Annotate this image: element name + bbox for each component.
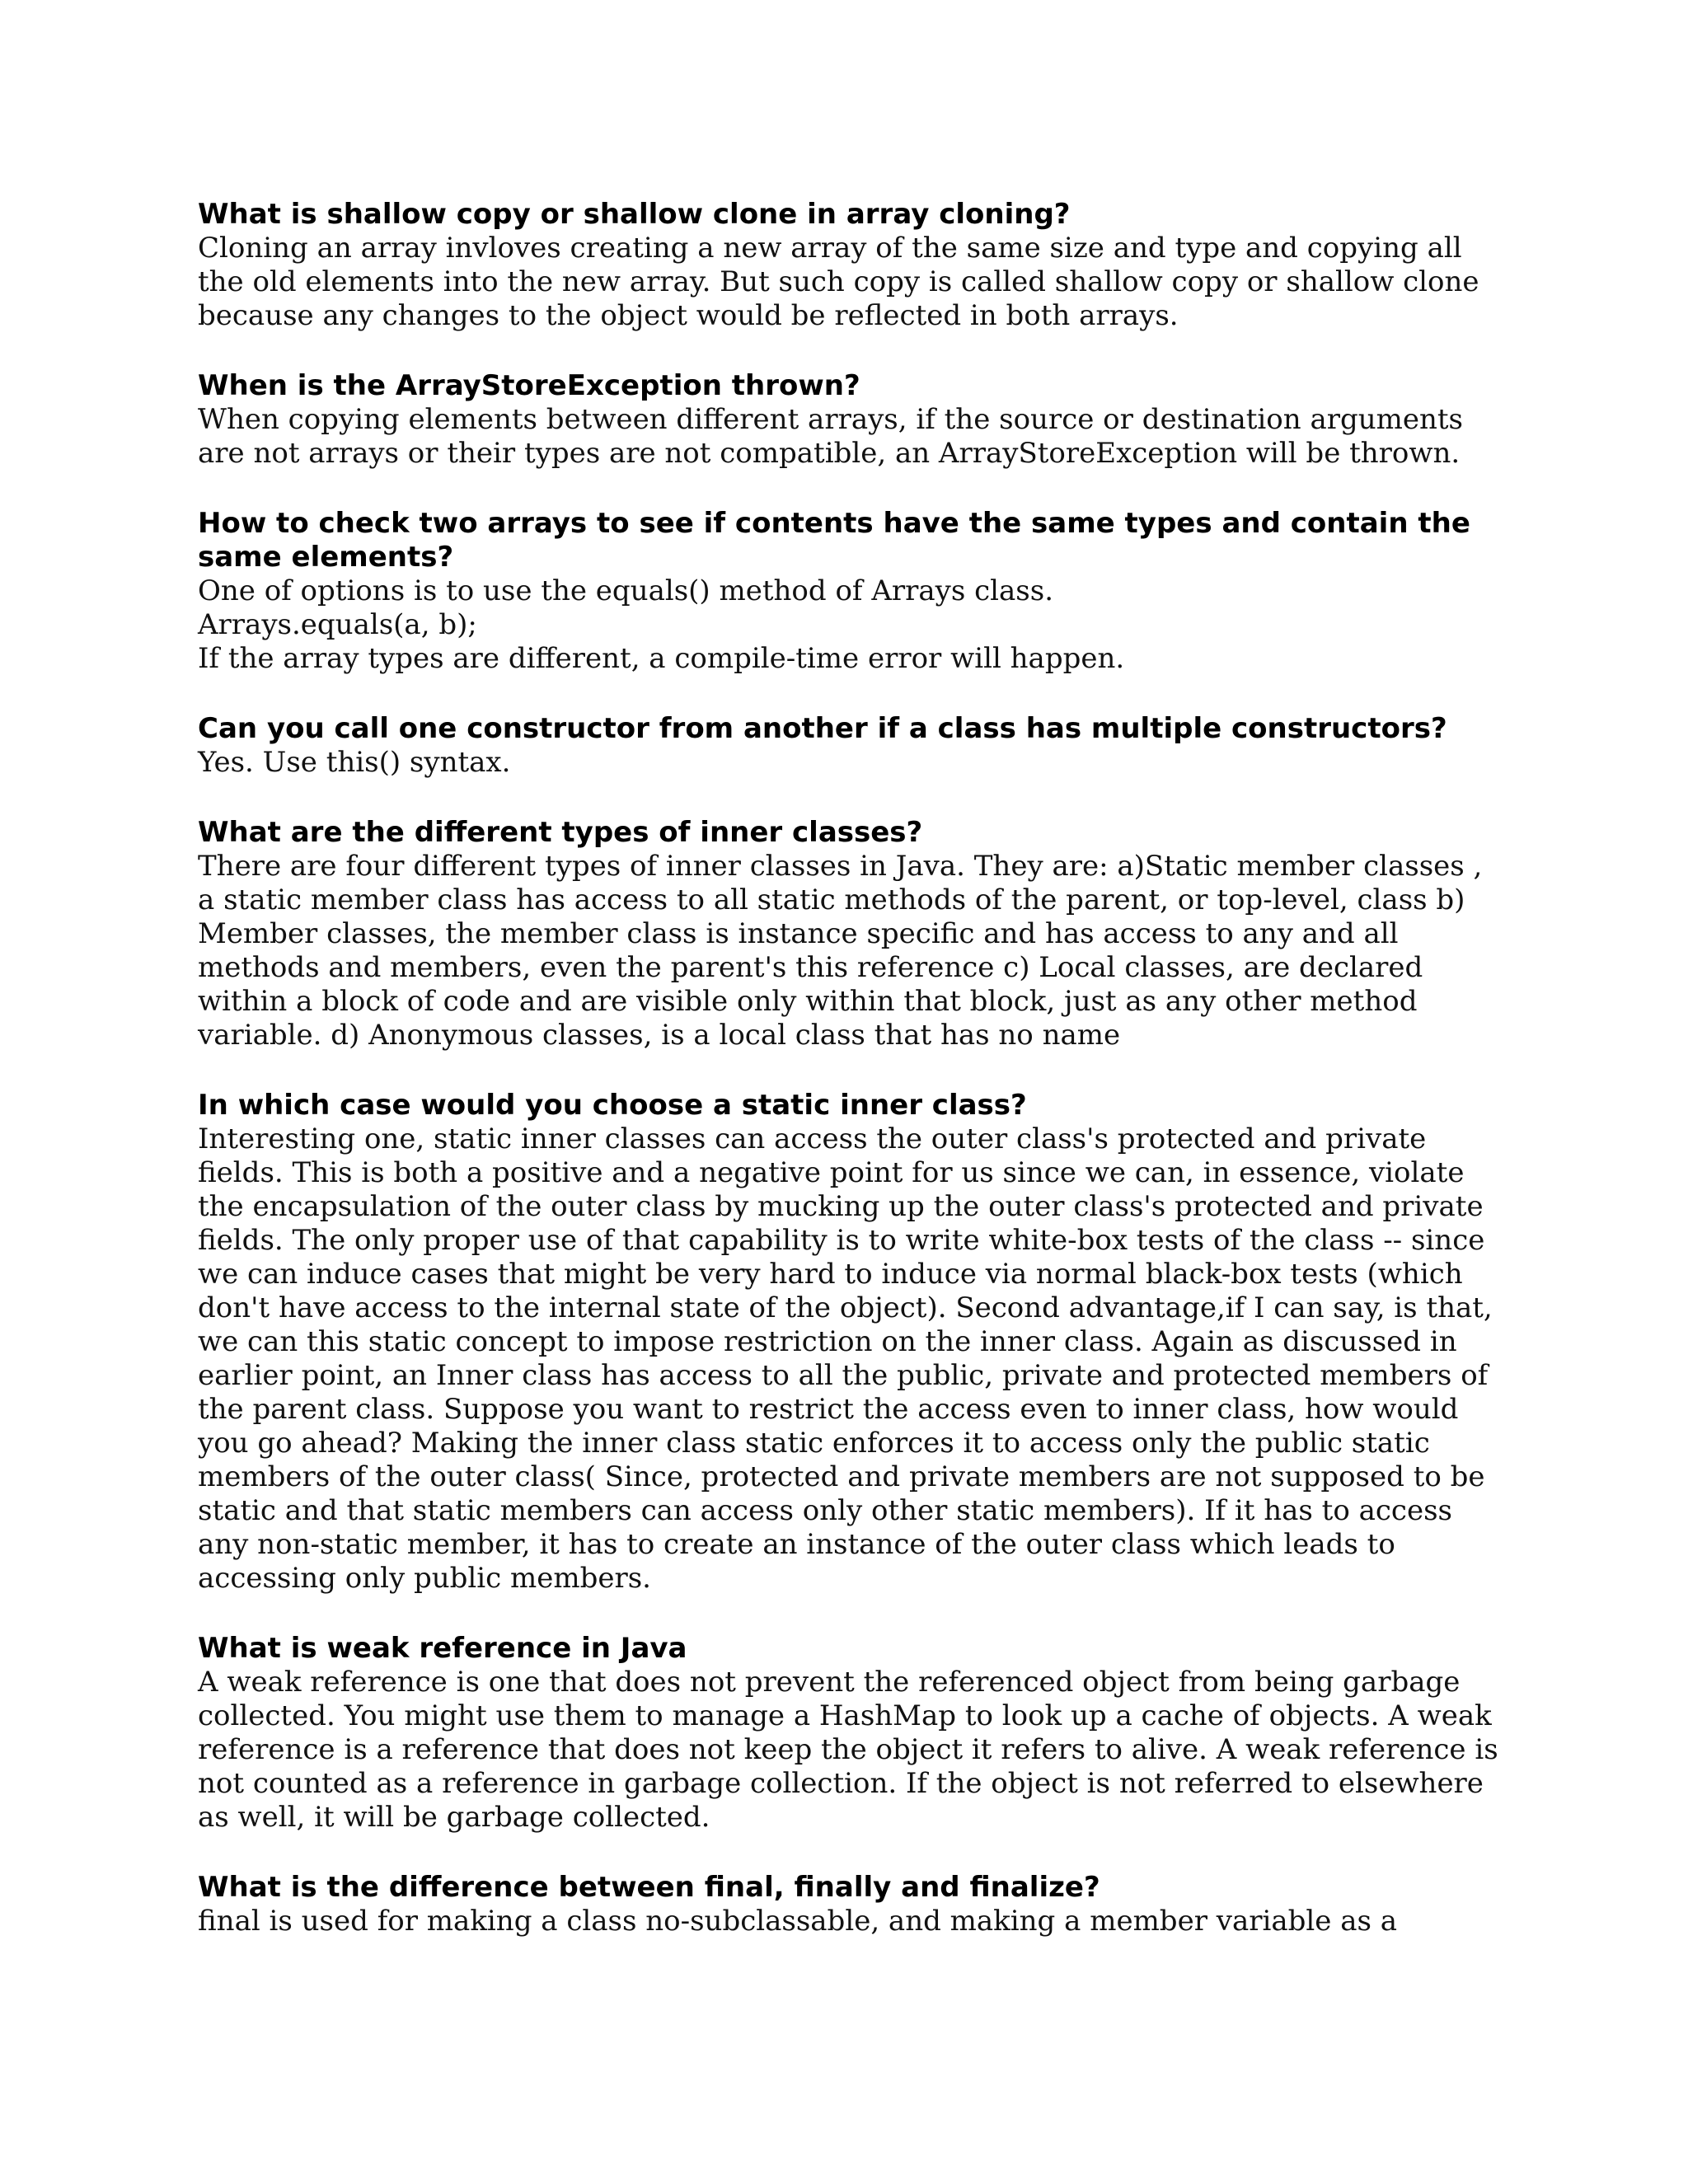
answer-line: accessing only public members. — [198, 1562, 651, 1595]
answer-paragraph — [198, 1122, 1500, 1596]
answer-paragraph — [198, 850, 1500, 1052]
qa-constructor-chaining — [198, 712, 1500, 780]
answer-line: static and that static members can access only other static members). If it has to access — [198, 1494, 1452, 1527]
answer-line: because any changes to the object would be reflected in both arrays. — [198, 299, 1179, 332]
qa-shallow-copy — [198, 198, 1500, 333]
answer-line: collected. You might use them to manage a HashMap to look up a cache of objects. A weak — [198, 1699, 1492, 1732]
answer-line: are not arrays or their types are not compatible, an ArrayStoreException will be thrown. — [198, 437, 1461, 470]
answer-line: final is used for making a class no-subclassable, and making a member variable as a — [198, 1905, 1397, 1938]
question-heading: What is shallow copy or shallow clone in array cloning? — [198, 198, 1071, 231]
question-line: How to check two arrays to see if contents have the same types and contain the — [198, 507, 1470, 540]
answer-paragraph — [198, 1905, 1500, 1938]
answer-line: Cloning an array invloves creating a new array of the same size and type and copying all — [198, 232, 1462, 265]
answer-line: Interesting one, static inner classes can access the outer class's protected and private — [198, 1122, 1427, 1155]
answer-line: Yes. Use this() syntax. — [198, 746, 511, 779]
question-line: same elements? — [198, 541, 454, 574]
answer-line: the parent class. Suppose you want to restrict the access even to inner class, how would — [198, 1393, 1459, 1426]
answer-line: we can induce cases that might be very hard to induce via normal black-box tests (which — [198, 1258, 1463, 1291]
answer-line: a static member class has access to all static methods of the parent, or top-level, class b) — [198, 883, 1465, 916]
qa-inner-class-types — [198, 816, 1500, 1052]
answer-line: There are four different types of inner classes in Java. They are: a)Static member classes , — [198, 850, 1483, 883]
question-heading: In which case would you choose a static inner class? — [198, 1089, 1027, 1122]
answer-line: as well, it will be garbage collected. — [198, 1801, 710, 1834]
answer-line: the encapsulation of the outer class by mucking up the outer class's protected and private — [198, 1190, 1484, 1223]
question-heading: What is weak reference in Java — [198, 1632, 687, 1665]
answer-paragraph — [198, 746, 1500, 780]
answer-line: variable. d) Anonymous classes, is a local class that has no name — [198, 1019, 1121, 1052]
answer-line: any non-static member, it has to create an instance of the outer class which leads to — [198, 1528, 1395, 1561]
qa-weak-reference — [198, 1632, 1500, 1835]
answer-line: Arrays.equals(a, b); — [198, 608, 477, 641]
qa-final-finally-finalize — [198, 1871, 1500, 1938]
question-heading: What is the difference between final, finally and finalize? — [198, 1871, 1100, 1904]
document-page — [198, 198, 1500, 1975]
answer-line: One of options is to use the equals() method of Arrays class. — [198, 574, 1054, 607]
answer-line: we can this static concept to impose restriction on the inner class. Again as discussed in — [198, 1325, 1457, 1358]
answer-line: fields. The only proper use of that capability is to write white-box tests of the class -- since — [198, 1224, 1485, 1257]
answer-line: not counted as a reference in garbage collection. If the object is not referred to elsewhere — [198, 1767, 1484, 1800]
answer-line: the old elements into the new array. But such copy is called shallow copy or shallow clone — [198, 265, 1479, 298]
answer-paragraph — [198, 232, 1500, 333]
answer-line: fields. This is both a positive and a negative point for us since we can, in essence, violate — [198, 1156, 1465, 1189]
answer-paragraph — [198, 1666, 1500, 1835]
question-heading: When is the ArrayStoreException thrown? — [198, 369, 860, 402]
answer-line: A weak reference is one that does not prevent the referenced object from being garbage — [198, 1666, 1461, 1699]
answer-line: you go ahead? Making the inner class static enforces it to access only the public static — [198, 1427, 1430, 1460]
answer-line: Member classes, the member class is instance specific and has access to any and all — [198, 917, 1399, 950]
answer-line: earlier point, an Inner class has access to all the public, private and protected members of — [198, 1359, 1489, 1392]
answer-line: members of the outer class( Since, protected and private members are not supposed to be — [198, 1460, 1485, 1493]
answer-line: If the array types are different, a compile-time error will happen. — [198, 642, 1125, 675]
qa-static-inner-class — [198, 1089, 1500, 1596]
answer-paragraph — [198, 403, 1500, 471]
answer-line: When copying elements between different arrays, if the source or destination arguments — [198, 403, 1463, 436]
answer-line: don't have access to the internal state of the object). Second advantage,if I can say, is that, — [198, 1291, 1493, 1324]
answer-line: within a block of code and are visible only within that block, just as any other method — [198, 985, 1418, 1018]
qa-arraystoreexception — [198, 369, 1500, 471]
question-heading: Can you call one constructor from another if a class has multiple constructors? — [198, 712, 1447, 745]
answer-line: methods and members, even the parent's this reference c) Local classes, are declared — [198, 951, 1423, 984]
answer-paragraph — [198, 574, 1500, 676]
question-heading — [198, 507, 1500, 574]
qa-compare-arrays — [198, 507, 1500, 676]
answer-line: reference is a reference that does not keep the object it refers to alive. A weak reference is — [198, 1733, 1498, 1766]
question-heading: What are the different types of inner classes? — [198, 816, 923, 849]
